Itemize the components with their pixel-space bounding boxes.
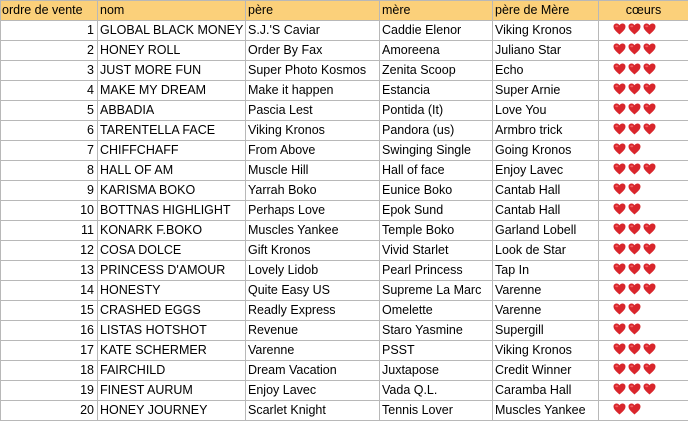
heart-icon (628, 142, 641, 154)
cell-nom[interactable]: GLOBAL BLACK MONEY (98, 21, 246, 41)
cell-ordre[interactable]: 9 (1, 181, 98, 201)
heart-icon (643, 282, 656, 294)
heart-icon (628, 122, 641, 134)
cell-pere[interactable]: Pascia Lest (246, 101, 380, 121)
cell-ordre[interactable]: 13 (1, 261, 98, 281)
cell-coeurs[interactable] (599, 181, 688, 201)
cell-mere[interactable]: Vivid Starlet (380, 241, 493, 261)
cell-nom[interactable]: TARENTELLA FACE (98, 121, 246, 141)
cell-coeurs[interactable] (599, 81, 688, 101)
heart-icon (643, 122, 656, 134)
heart-icon (613, 122, 626, 134)
heart-icon (613, 382, 626, 394)
cell-mere[interactable]: Juxtapose (380, 361, 493, 381)
cell-ordre[interactable]: 5 (1, 101, 98, 121)
cell-coeurs[interactable] (599, 161, 688, 181)
heart-icon (628, 62, 641, 74)
cell-coeurs[interactable] (599, 381, 688, 401)
cell-pere[interactable]: From Above (246, 141, 380, 161)
cell-mere[interactable]: PSST (380, 341, 493, 361)
cell-nom[interactable]: HALL OF AM (98, 161, 246, 181)
cell-pere[interactable]: Lovely Lidob (246, 261, 380, 281)
table-row (1, 201, 688, 221)
cell-pere[interactable]: Muscles Yankee (246, 221, 380, 241)
cell-mere[interactable]: Pontida (It) (380, 101, 493, 121)
header-pere-de-mere[interactable]: père de Mère (493, 1, 599, 21)
table-row (1, 401, 688, 421)
cell-mere[interactable]: Eunice Boko (380, 181, 493, 201)
heart-icon (613, 102, 626, 114)
heart-icon (613, 82, 626, 94)
cell-ordre[interactable]: 3 (1, 61, 98, 81)
cell-ordre[interactable]: 16 (1, 321, 98, 341)
cell-pere-de-mere[interactable]: Cantab Hall (493, 201, 599, 221)
cell-coeurs[interactable] (599, 141, 688, 161)
cell-mere[interactable]: Supreme La Marc (380, 281, 493, 301)
cell-pere[interactable]: Scarlet Knight (246, 401, 380, 421)
heart-icon (643, 382, 656, 394)
cell-pere-de-mere[interactable]: Viking Kronos (493, 341, 599, 361)
heart-icon (628, 102, 641, 114)
cell-coeurs[interactable] (599, 61, 688, 81)
cell-pere-de-mere[interactable]: Caramba Hall (493, 381, 599, 401)
cell-nom[interactable]: ABBADIA (98, 101, 246, 121)
cell-mere[interactable]: Vada Q.L. (380, 381, 493, 401)
header-coeurs[interactable]: cœurs (599, 1, 688, 21)
cell-mere[interactable]: Pandora (us) (380, 121, 493, 141)
cell-mere[interactable]: Swinging Single (380, 141, 493, 161)
heart-icon (643, 62, 656, 74)
heart-icon (628, 182, 641, 194)
heart-icon (628, 262, 641, 274)
heart-icon (643, 262, 656, 274)
heart-icon (628, 22, 641, 34)
cell-mere[interactable]: Hall of face (380, 161, 493, 181)
cell-mere[interactable]: Estancia (380, 81, 493, 101)
cell-ordre[interactable]: 2 (1, 41, 98, 61)
cell-coeurs[interactable] (599, 261, 688, 281)
cell-mere[interactable]: Amoreena (380, 41, 493, 61)
header-nom[interactable]: nom (98, 1, 246, 21)
heart-icon (628, 402, 641, 414)
cell-coeurs[interactable] (599, 361, 688, 381)
cell-ordre[interactable]: 11 (1, 221, 98, 241)
cell-mere[interactable]: Pearl Princess (380, 261, 493, 281)
heart-icon (613, 302, 626, 314)
cell-pere-de-mere[interactable]: Garland Lobell (493, 221, 599, 241)
cell-mere[interactable]: Caddie Elenor (380, 21, 493, 41)
heart-icon (628, 242, 641, 254)
table-row (1, 321, 688, 341)
heart-icon (643, 82, 656, 94)
cell-nom[interactable]: HONEY ROLL (98, 41, 246, 61)
cell-pere[interactable]: S.J.'S Caviar (246, 21, 380, 41)
cell-ordre[interactable]: 7 (1, 141, 98, 161)
heart-icon (628, 342, 641, 354)
cell-coeurs[interactable] (599, 301, 688, 321)
cell-pere-de-mere[interactable]: Credit Winner (493, 361, 599, 381)
table-row (1, 141, 688, 161)
cell-nom[interactable]: MAKE MY DREAM (98, 81, 246, 101)
cell-nom[interactable]: KATE SCHERMER (98, 341, 246, 361)
heart-icon (613, 402, 626, 414)
heart-icon (643, 222, 656, 234)
table-row (1, 101, 688, 121)
heart-icon (613, 222, 626, 234)
table-row (1, 341, 688, 361)
table-row (1, 161, 688, 181)
heart-icon (643, 242, 656, 254)
heart-icon (628, 202, 641, 214)
cell-nom[interactable]: KONARK F.BOKO (98, 221, 246, 241)
cell-coeurs[interactable] (599, 201, 688, 221)
cell-pere[interactable]: Dream Vacation (246, 361, 380, 381)
heart-icon (613, 142, 626, 154)
cell-coeurs[interactable] (599, 321, 688, 341)
cell-nom[interactable]: CRASHED EGGS (98, 301, 246, 321)
cell-nom[interactable]: HONEY JOURNEY (98, 401, 246, 421)
cell-pere[interactable]: Perhaps Love (246, 201, 380, 221)
heart-icon (613, 322, 626, 334)
heart-icon (613, 182, 626, 194)
cell-nom[interactable]: HONESTY (98, 281, 246, 301)
header-pere[interactable]: père (246, 1, 380, 21)
heart-icon (613, 162, 626, 174)
heart-icon (613, 262, 626, 274)
cell-nom[interactable]: FINEST AURUM (98, 381, 246, 401)
cell-ordre[interactable]: 15 (1, 301, 98, 321)
cell-pere[interactable]: Make it happen (246, 81, 380, 101)
header-row (1, 1, 688, 21)
cell-pere[interactable]: Gift Kronos (246, 241, 380, 261)
cell-ordre[interactable]: 1 (1, 21, 98, 41)
cell-pere-de-mere[interactable]: Cantab Hall (493, 181, 599, 201)
heart-icon (628, 282, 641, 294)
cell-pere[interactable]: Yarrah Boko (246, 181, 380, 201)
heart-icon (613, 62, 626, 74)
cell-mere[interactable]: Tennis Lover (380, 401, 493, 421)
table-row (1, 301, 688, 321)
table-row (1, 241, 688, 261)
heart-icon (613, 362, 626, 374)
cell-pere-de-mere[interactable]: Varenne (493, 301, 599, 321)
cell-nom[interactable]: PRINCESS D'AMOUR (98, 261, 246, 281)
table-row (1, 361, 688, 381)
heart-icon (613, 22, 626, 34)
cell-pere-de-mere[interactable]: Muscles Yankee (493, 401, 599, 421)
cell-coeurs[interactable] (599, 41, 688, 61)
table-row (1, 21, 688, 41)
cell-pere-de-mere[interactable]: Echo (493, 61, 599, 81)
cell-pere-de-mere[interactable]: Tap In (493, 261, 599, 281)
cell-ordre[interactable]: 8 (1, 161, 98, 181)
heart-icon (643, 22, 656, 34)
cell-pere[interactable]: Muscle Hill (246, 161, 380, 181)
heart-icon (613, 202, 626, 214)
cell-coeurs[interactable] (599, 101, 688, 121)
heart-icon (613, 242, 626, 254)
heart-icon (628, 302, 641, 314)
heart-icon (643, 42, 656, 54)
cell-ordre[interactable]: 20 (1, 401, 98, 421)
heart-icon (613, 282, 626, 294)
cell-pere[interactable]: Super Photo Kosmos (246, 61, 380, 81)
heart-icon (613, 42, 626, 54)
heart-icon (643, 162, 656, 174)
table-row (1, 81, 688, 101)
cell-mere[interactable]: Zenita Scoop (380, 61, 493, 81)
header-ordre-de-vente[interactable]: ordre de vente (1, 1, 98, 21)
cell-pere-de-mere[interactable]: Look de Star (493, 241, 599, 261)
cell-pere[interactable]: Quite Easy US (246, 281, 380, 301)
table-body (1, 21, 688, 421)
cell-coeurs[interactable] (599, 241, 688, 261)
heart-icon (613, 342, 626, 354)
cell-pere-de-mere[interactable]: Love You (493, 101, 599, 121)
heart-icon (643, 362, 656, 374)
heart-icon (628, 82, 641, 94)
cell-coeurs[interactable] (599, 21, 688, 41)
cell-ordre[interactable]: 6 (1, 121, 98, 141)
cell-nom[interactable]: BOTTNAS HIGHLIGHT (98, 201, 246, 221)
cell-pere-de-mere[interactable]: Supergill (493, 321, 599, 341)
table-row (1, 181, 688, 201)
cell-ordre[interactable]: 19 (1, 381, 98, 401)
table-row (1, 381, 688, 401)
table-row (1, 281, 688, 301)
table-row (1, 121, 688, 141)
cell-ordre[interactable]: 17 (1, 341, 98, 361)
cell-nom[interactable]: JUST MORE FUN (98, 61, 246, 81)
cell-nom[interactable]: CHIFFCHAFF (98, 141, 246, 161)
cell-pere[interactable]: Order By Fax (246, 41, 380, 61)
cell-pere[interactable]: Readly Express (246, 301, 380, 321)
table-row (1, 61, 688, 81)
heart-icon (628, 222, 641, 234)
cell-nom[interactable]: KARISMA BOKO (98, 181, 246, 201)
cell-coeurs[interactable] (599, 341, 688, 361)
cell-mere[interactable]: Epok Sund (380, 201, 493, 221)
table-row (1, 261, 688, 281)
heart-icon (628, 162, 641, 174)
cell-nom[interactable]: COSA DOLCE (98, 241, 246, 261)
heart-icon (643, 342, 656, 354)
cell-pere-de-mere[interactable]: Varenne (493, 281, 599, 301)
cell-pere[interactable]: Viking Kronos (246, 121, 380, 141)
cell-pere-de-mere[interactable]: Juliano Star (493, 41, 599, 61)
heart-icon (628, 42, 641, 54)
cell-coeurs[interactable] (599, 281, 688, 301)
cell-pere-de-mere[interactable]: Enjoy Lavec (493, 161, 599, 181)
heart-icon (628, 362, 641, 374)
cell-pere-de-mere[interactable]: Super Arnie (493, 81, 599, 101)
table-row (1, 41, 688, 61)
cell-mere[interactable]: Omelette (380, 301, 493, 321)
cell-pere[interactable]: Revenue (246, 321, 380, 341)
table-row (1, 221, 688, 241)
cell-ordre[interactable]: 12 (1, 241, 98, 261)
cell-nom[interactable]: LISTAS HOTSHOT (98, 321, 246, 341)
heart-icon (643, 102, 656, 114)
heart-icon (628, 382, 641, 394)
cell-coeurs[interactable] (599, 121, 688, 141)
cell-coeurs[interactable] (599, 221, 688, 241)
cell-mere[interactable]: Staro Yasmine (380, 321, 493, 341)
cell-pere-de-mere[interactable]: Viking Kronos (493, 21, 599, 41)
cell-pere[interactable]: Enjoy Lavec (246, 381, 380, 401)
cell-pere-de-mere[interactable]: Armbro trick (493, 121, 599, 141)
cell-ordre[interactable]: 14 (1, 281, 98, 301)
cell-coeurs[interactable] (599, 401, 688, 421)
heart-icon (628, 322, 641, 334)
cell-pere[interactable]: Varenne (246, 341, 380, 361)
cell-ordre[interactable]: 4 (1, 81, 98, 101)
cell-mere[interactable]: Temple Boko (380, 221, 493, 241)
cell-ordre[interactable]: 18 (1, 361, 98, 381)
cell-pere-de-mere[interactable]: Going Kronos (493, 141, 599, 161)
header-mere[interactable]: mère (380, 1, 493, 21)
cell-ordre[interactable]: 10 (1, 201, 98, 221)
cell-nom[interactable]: FAIRCHILD (98, 361, 246, 381)
